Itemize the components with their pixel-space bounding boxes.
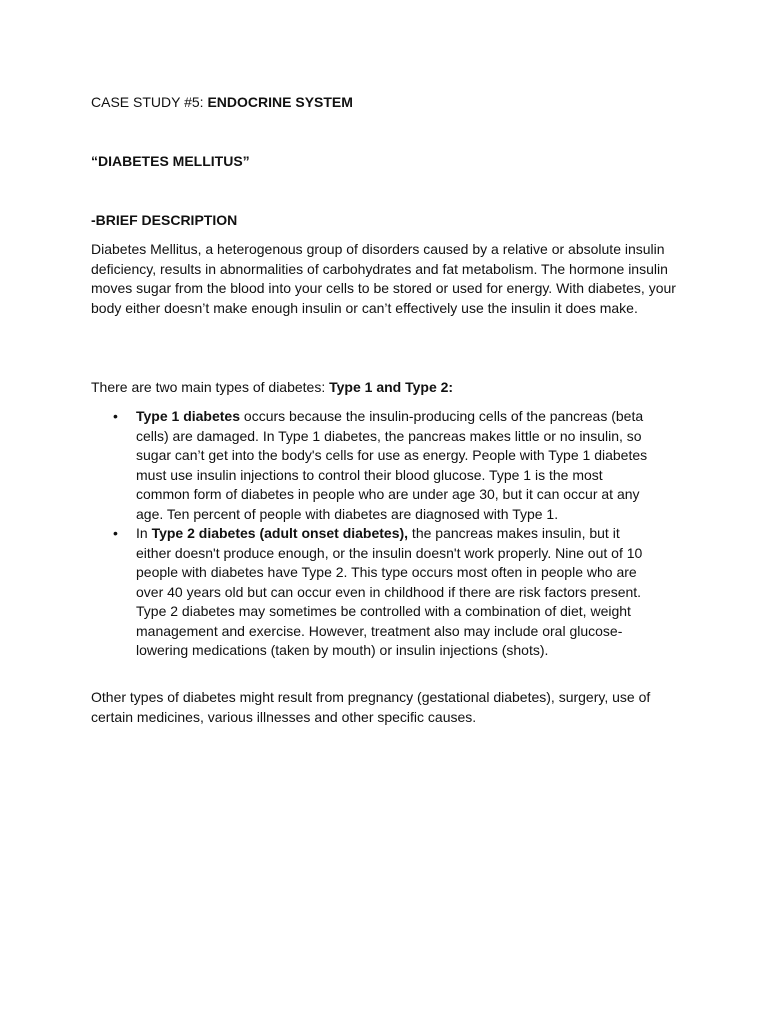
bullet-text: the pancreas makes insulin, but it either doesn't produce enough, or the insulin doesn't work properly. Nine out of 10 people with diabetes have Type 2. This type occurs most often in people who are over 40 years old but can occur even in childhood if there are risk factors present. Type 2 diabetes may sometimes be controlled with a combination of diet, weight management and exercise. However, treatment also may include oral glucose-lowering medications (taken by mouth) or insulin injections (shots). (136, 525, 643, 658)
bullet-icon: • (113, 408, 118, 424)
description-paragraph: Diabetes Mellitus, a heterogenous group of disorders caused by a relative or absolute insulin deficiency, results in abnormalities of carbohydrates and fat metabolism. The hormone insulin moves sugar from the blood into your cells to be stored or used for energy. With diabetes, your body either doesn’t make enough insulin or can’t effectively use the insulin it does make. (91, 241, 676, 316)
list-item-type-1 (91, 407, 656, 524)
case-study-heading (91, 93, 353, 111)
section-heading: -BRIEF DESCRIPTION (91, 212, 238, 228)
types-intro-emphasis: Type 1 and Type 2: (329, 379, 454, 395)
types-intro-paragraph (91, 378, 686, 398)
bullet-lead: In (136, 525, 152, 541)
case-study-prefix: CASE STUDY #5: (91, 94, 208, 110)
case-study-topic: ENDOCRINE SYSTEM (207, 94, 353, 110)
other-types-paragraph: Other types of diabetes might result from pregnancy (gestational diabetes), surgery, use of certain medicines, various illnesses and other specific causes. (91, 689, 651, 725)
types-intro-text: There are two main types of diabetes: (91, 379, 330, 395)
bullet-text: occurs because the insulin-producing cells of the pancreas (beta cells) are damaged. In Type 1 diabetes, the pancreas makes little or no insulin, so sugar can’t get into the body's cells for use as energy. People with Type 1 diabetes must use insulin injections to control their blood glucose. Type 1 is the most common form of diabetes in people who are under age 30, but it can occur at any age. Ten percent of people with diabetes are diagnosed with Type 1. (136, 408, 648, 522)
bullet-icon: • (113, 525, 118, 541)
list-item-type-2 (91, 524, 656, 661)
bullet-bold-term: Type 1 diabetes (136, 408, 241, 424)
bullet-bold-term: Type 2 diabetes (adult onset diabetes), (151, 525, 409, 541)
diabetes-types-list (91, 407, 691, 661)
document-title: “DIABETES MELLITUS” (91, 153, 250, 169)
